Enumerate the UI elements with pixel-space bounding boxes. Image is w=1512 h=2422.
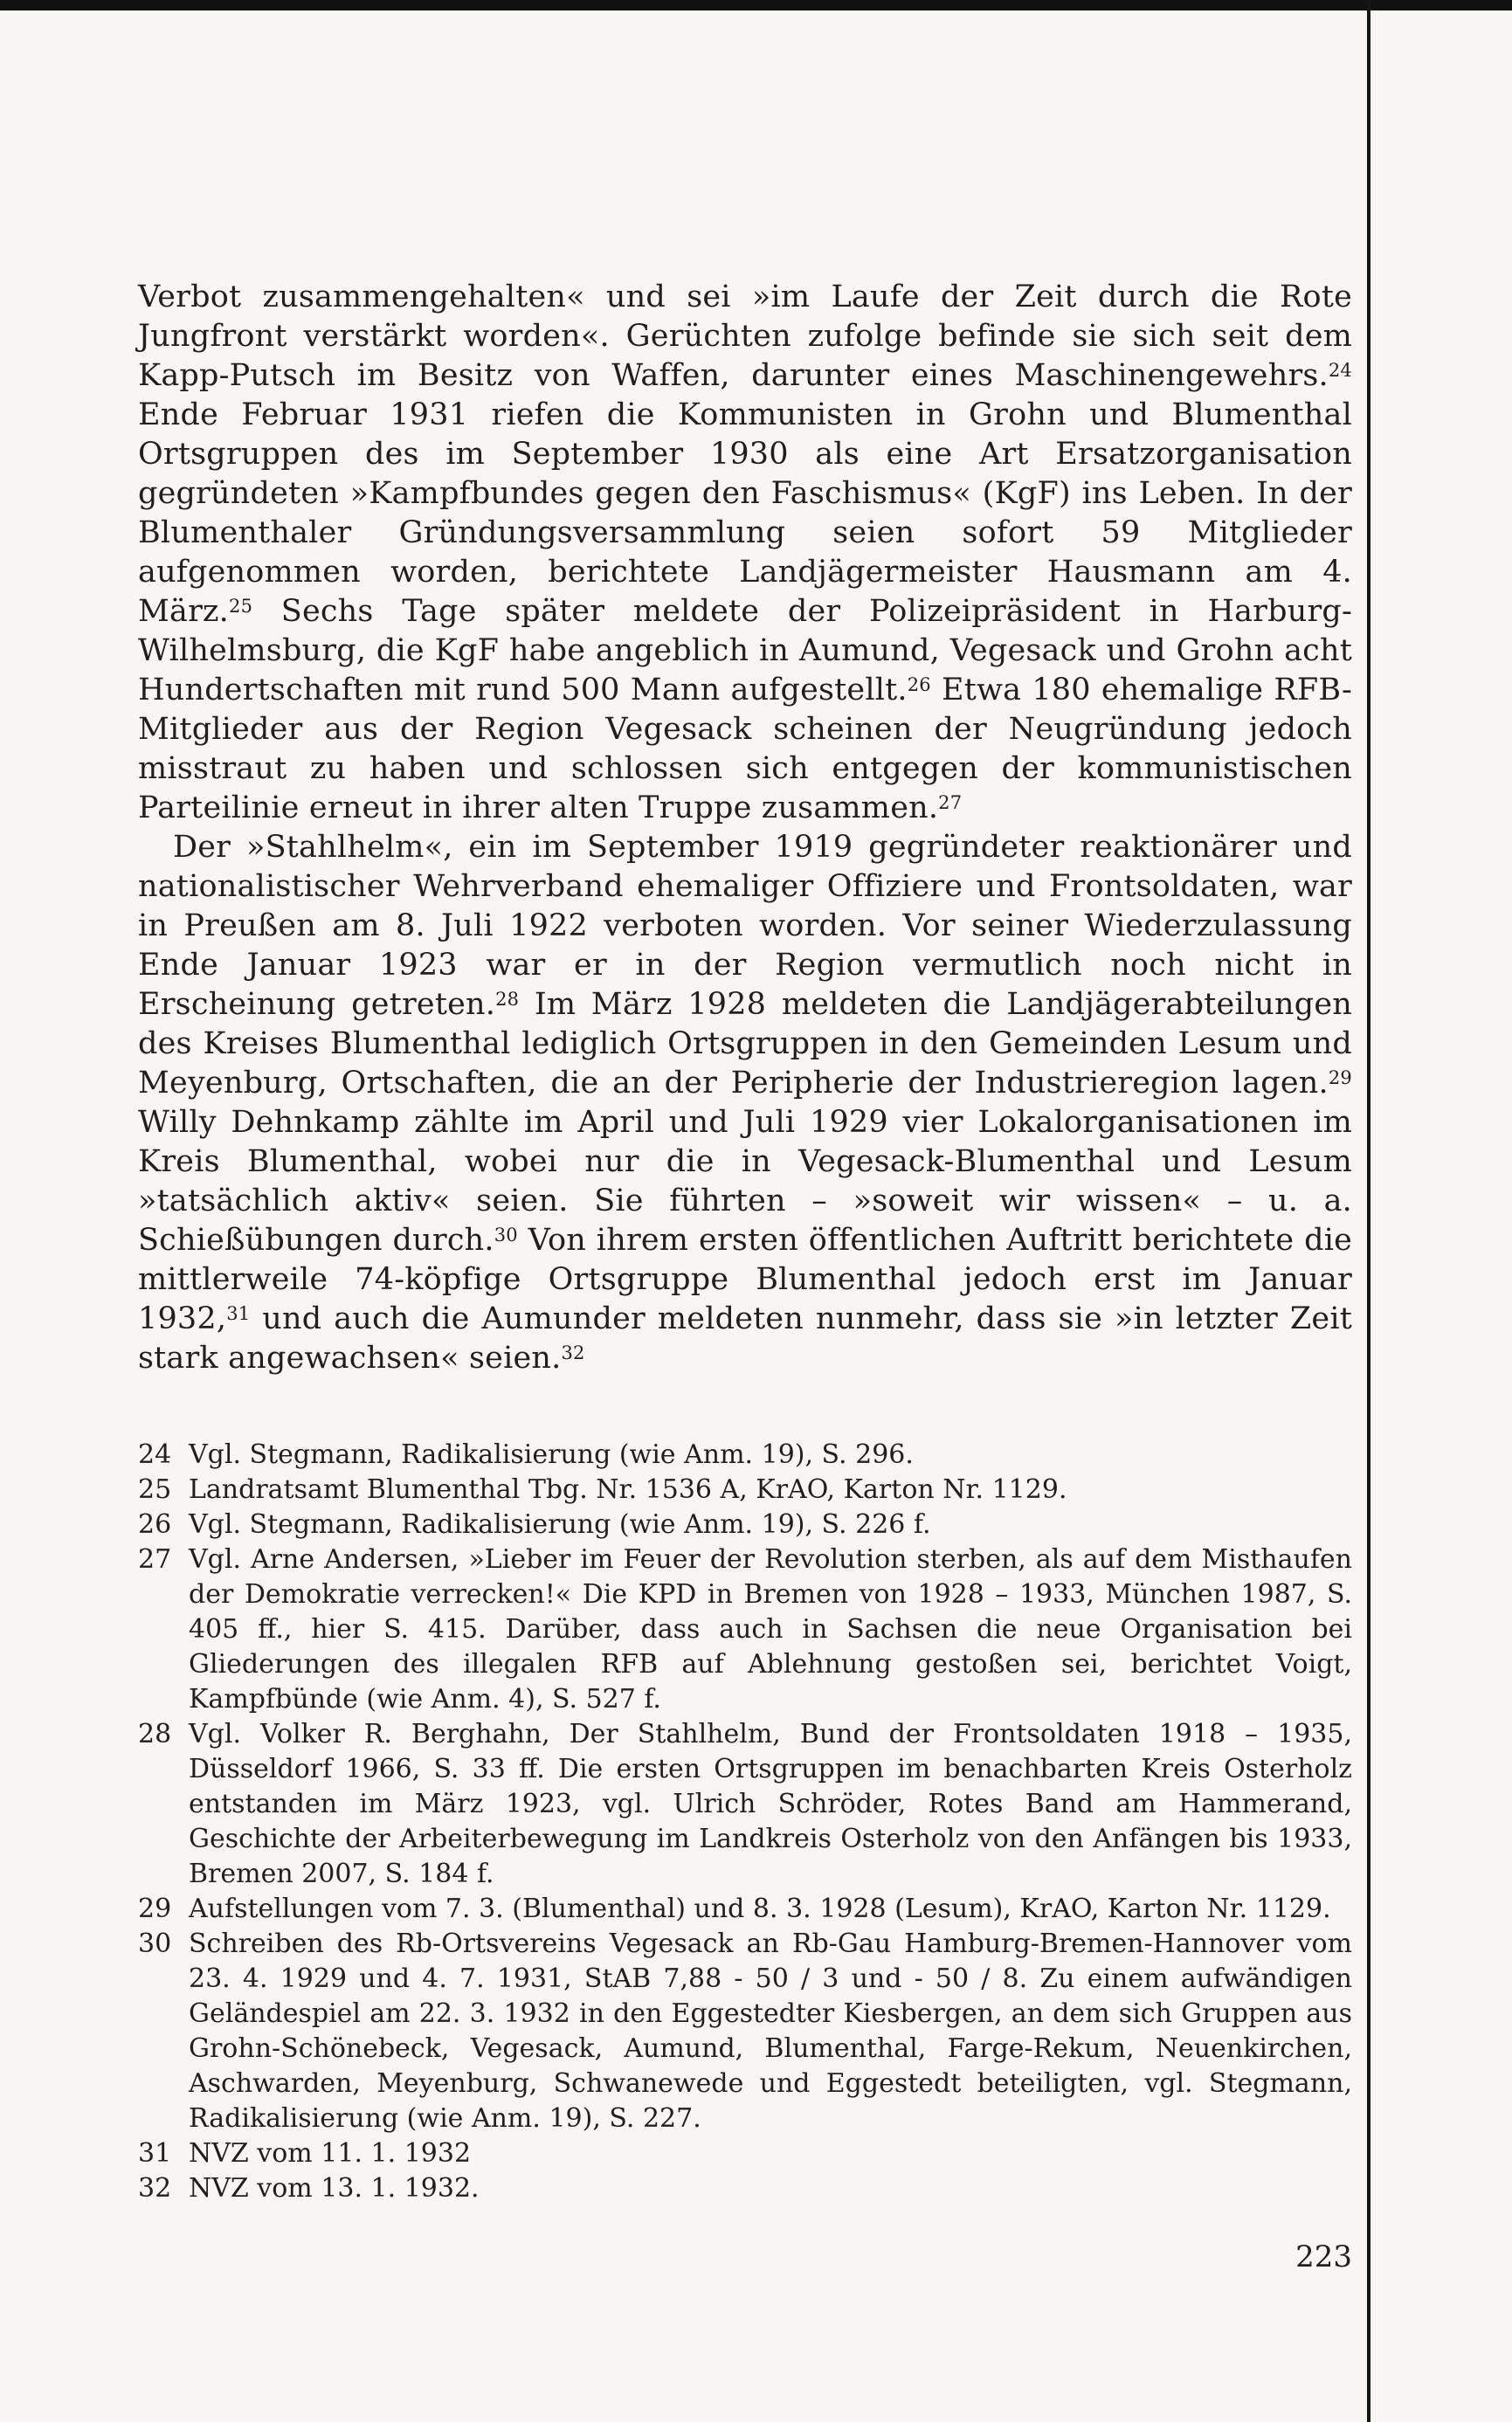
footnote-text: Vgl. Arne Andersen, »Lieber im Feuer der Revolution sterben, als auf dem Misthaufen der Demokratie verrecken!« Die KPD in Bremen von 1928 – 1933, München 1987, S. 405 ff., hier S. 415. Darüber, dass auch in Sachsen die neue Organisation bei Gliederungen des illegalen RFB auf Ablehnung gestoßen sei, berichtet Voigt, Kampfbünde (wie Anm. 4), S. 527 f.	[189, 1544, 1352, 1715]
footnote	[138, 1508, 1352, 1542]
footnote-ref: 32	[561, 1342, 585, 1363]
footnote-ref: 28	[495, 988, 520, 1010]
footnote-number: 26	[138, 1509, 172, 1540]
footnote-text: Vgl. Stegmann, Radikalisierung (wie Anm. 19), S. 226 f.	[189, 1509, 931, 1540]
paragraph-text: Verbot zusammengehalten« und sei »im Laufe der Zeit durch die Rote Jungfront verstärkt worden«. Gerüchten zufolge befinde sie sich seit dem Kapp-Putsch im Besitz von Waffen, darunter eines Maschinengewehrs.	[138, 279, 1352, 393]
scan-edge-artifact-top	[0, 0, 1512, 10]
footnote-ref: 30	[494, 1224, 518, 1246]
paragraph-text: Ende Februar 1931 riefen die Kommunisten in Grohn und Blumenthal Ortsgruppen des im September 1930 als eine Art Ersatzorganisation gegründeten »Kampfbundes gegen den Faschismus« (KgF) ins Leben. In der Blumenthaler Gründungsversammlung seien sofort 59 Mitglieder aufgenommen worden, berichtete Landjägermeister Hausmann am 4. März.	[138, 397, 1352, 629]
footnote	[138, 1473, 1352, 1508]
footnote-ref: 27	[938, 791, 963, 813]
footnote-text: Landratsamt Blumenthal Tbg. Nr. 1536 A, KrAO, Karton Nr. 1129.	[189, 1474, 1067, 1505]
footnote-ref: 26	[907, 673, 931, 695]
footnote-ref: 25	[229, 595, 253, 617]
footnote	[138, 1438, 1352, 1473]
paragraph	[138, 828, 1352, 1378]
paragraph-text: Von ihrem ersten öffentlichen Auftritt berichtete die mittlerweile 74-köpfige Ortsgruppe Blumenthal jedoch erst im Januar 1932,	[138, 1223, 1352, 1336]
footnote-ref: 29	[1328, 1066, 1352, 1088]
footnote	[138, 1542, 1352, 1717]
scan-edge-artifact-right	[1367, 0, 1370, 2422]
footnote-number: 29	[138, 1894, 172, 1924]
footnote	[138, 1717, 1352, 1892]
paragraph-text: und auch die Aumunder meldeten nunmehr, dass sie »in letzter Zeit stark angewachsen« seien.	[138, 1301, 1352, 1376]
footnote-text: Aufstellungen vom 7. 3. (Blumenthal) und 8. 3. 1928 (Lesum), KrAO, Karton Nr. 1129.	[189, 1894, 1331, 1924]
footnote-text: NVZ vom 11. 1. 1932	[189, 2138, 472, 2169]
footnote-number: 32	[138, 2173, 172, 2204]
footnotes	[138, 1438, 1352, 2206]
footnote-number: 28	[138, 1719, 172, 1749]
paragraph-text: Etwa 180 ehemalige RFB-Mitglieder aus der Region Vegesack scheinen der Neugründung jedoch misstraut zu haben und schlossen sich entgegen der kommunistischen Parteilinie erneut in ihrer alten Truppe zusammen.	[138, 673, 1352, 825]
text-block	[138, 278, 1352, 2274]
footnote	[138, 1892, 1352, 1927]
footnote	[138, 1927, 1352, 2136]
footnote-number: 25	[138, 1474, 172, 1505]
paragraph-text: Willy Dehnkamp zählte im April und Juli 1929 vier Lokalorganisationen im Kreis Blumenthal, wobei nur die in Vegesack-Blumenthal und Lesum »tatsächlich aktiv« seien. Sie führten – »soweit wir wissen« – u. a. Schießübungen durch.	[138, 1105, 1352, 1258]
footnote	[138, 2136, 1352, 2171]
paragraph-text: Sechs Tage später meldete der Polizeipräsident in Harburg-Wilhelmsburg, die KgF habe angeblich in Aumund, Vegesack und Grohn acht Hundertschaften mit rund 500 Mann aufgestellt.	[138, 594, 1352, 707]
footnote-ref: 31	[226, 1302, 251, 1324]
footnote	[138, 2171, 1352, 2206]
footnote-number: 31	[138, 2138, 172, 2169]
footnote-ref: 24	[1328, 359, 1352, 381]
body-text	[138, 278, 1352, 1378]
footnote-text: Vgl. Volker R. Berghahn, Der Stahlhelm, Bund der Frontsoldaten 1918 – 1935, Düsseldorf 1966, S. 33 ff. Die ersten Ortsgruppen im benachbarten Kreis Osterholz entstanden im März 1923, vgl. Ulrich Schröder, Rotes Band am Hammerand, Geschichte der Arbeiterbewegung im Landkreis Osterholz von den Anfängen bis 1933, Bremen 2007, S. 184 f.	[189, 1719, 1352, 1889]
footnote-text: Schreiben des Rb-Ortsvereins Vegesack an Rb-Gau Hamburg-Bremen-Hannover vom 23. 4. 1929 und 4. 7. 1931, StAB 7,88 - 50 / 3 und - 50 / 8. Zu einem aufwändigen Geländespiel am 22. 3. 1932 in den Eggestedter Kiesbergen, an dem sich Gruppen aus Grohn-Schönebeck, Vegesack, Aumund, Blumenthal, Farge-Rekum, Neuenkirchen, Aschwarden, Meyenburg, Schwanewede und Eggestedt beteiligten, vgl. Stegmann, Radikalisierung (wie Anm. 19), S. 227.	[189, 1929, 1352, 2134]
footnote-text: Vgl. Stegmann, Radikalisierung (wie Anm. 19), S. 296.	[189, 1439, 914, 1470]
footnote-text: NVZ vom 13. 1. 1932.	[189, 2173, 480, 2204]
page-number: 223	[1295, 2239, 1352, 2274]
paragraph-text: Der »Stahlhelm«, ein im September 1919 gegründeter reaktionärer und nationalistischer Wehrverband ehemaliger Offiziere und Frontsoldaten, war in Preußen am 8. Juli 1922 verboten worden. Vor seiner Wiederzulassung Ende Januar 1923 war er in der Region vermutlich noch nicht in Erscheinung getreten.	[138, 830, 1352, 1022]
footnote-number: 27	[138, 1544, 172, 1575]
paragraph-text: Im März 1928 meldeten die Landjägerabteilungen des Kreises Blumenthal lediglich Ortsgruppen in den Gemeinden Lesum und Meyenburg, Ortschaften, die an der Peripherie der Industrieregion lagen.	[138, 987, 1352, 1101]
footnote-number: 24	[138, 1439, 172, 1470]
paragraph	[138, 278, 1352, 828]
footnote-number: 30	[138, 1929, 172, 1959]
